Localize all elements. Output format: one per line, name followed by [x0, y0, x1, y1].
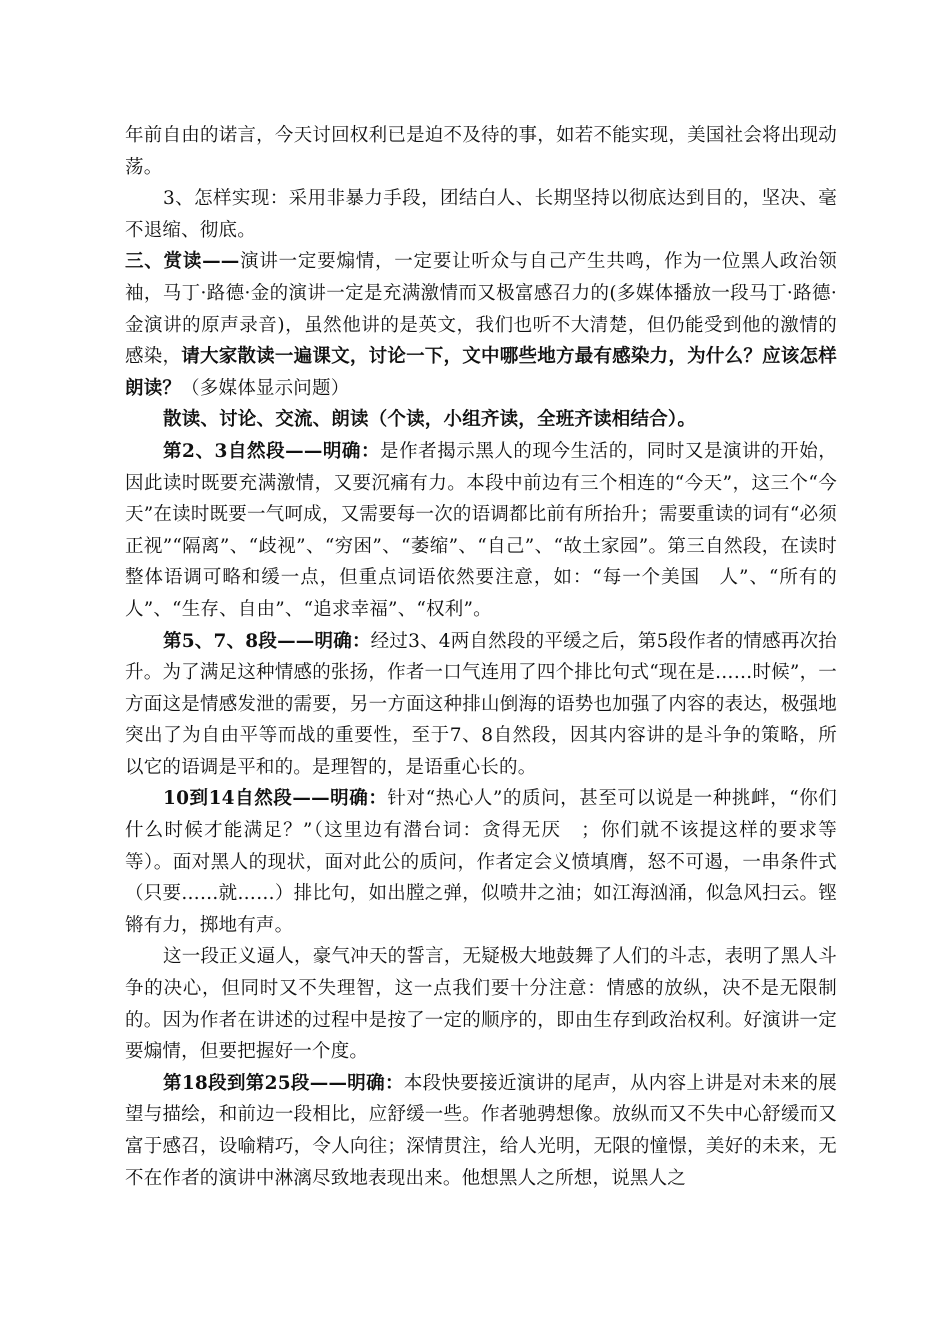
paragraph-text: 这一段正义逼人，豪气冲天的誓言，无疑极大地鼓舞了人们的斗志，表明了黑人斗争的决心，但同时又不失理智，这一点我们要十分注意：情感的放纵，决不是无限制的。因为作者在讲述的过程中是按了一定的顺序的，即由生存到政治权利。好演讲一定要煽情，但要把握好一个度。 — [125, 946, 837, 1063]
bold-lead: 第5、7、8段——明确： — [163, 630, 371, 652]
paragraph-3 — [125, 246, 837, 404]
paragraph-text: 演讲一定要煽情，一定要让听众与自己产生共鸣，作为一位黑人政治领袖，马丁·路德·金的演讲一定是充满激情而又极富感召力的(多媒体播放一段马丁·路德·金演讲的原声录音)，虽然他讲的是英文，我们也听不大清楚，但仍能受到他的激情的感染， — [125, 251, 838, 368]
bold-lead: 10到14自然段——明确： — [163, 788, 388, 810]
paragraph-8 — [125, 941, 837, 1067]
paragraph-text: 本段快要接近演讲的尾声，从内容上讲是对未来的展望与描绘，和前边一段相比，应舒缓一些。作者驰骋想像。放纵而又不失中心舒缓而又富于感召，设喻精巧，令人向往；深情贯注，给人光明，无限的憧憬，美好的未来，无不在作者的演讲中淋漓尽致地表现出来。他想黑人之所想，说黑人之 — [125, 1072, 837, 1189]
document-body — [125, 120, 837, 1194]
bold-instruction: 散读、讨论、交流、朗读（个读，小组齐读，全班齐读相结合）。 — [163, 409, 697, 431]
paragraph-text: 年前自由的诺言，今天讨回权利已是迫不及待的事，如若不能实现，美国社会将出现动荡。 — [125, 125, 837, 178]
paragraph-6 — [125, 626, 837, 784]
paragraph-1 — [125, 120, 837, 183]
paragraph-7 — [125, 783, 837, 941]
paragraph-text: 经过3、4两自然段的平缓之后，第5段作者的情感再次抬升。为了满足这种情感的张扬，作者一口气连用了四个排比句式“现在是……时候”，一方面这是情感发泄的需要，另一方面这种排山倒海的语势也加强了内容的表达，极强地突出了为自由平等而战的重要性，至于7、8自然段，因其内容讲的是斗争的策略，所以它的语调是平和的。是理智的，是语重心长的。 — [125, 630, 837, 778]
bold-instruction: 请大家散读一遍课文，讨论一下，文中哪些地方最有感染力，为什么？应该怎样朗读？ — [125, 346, 837, 399]
paragraph-text: 针对“热心人”的质问，甚至可以说是一种挑衅，“你们什么时候才能满足？”（这里边有潜台词：贪得无厌 ；你们就不该提这样的要求等等）。面对黑人的现状，面对此公的质问，作者定会义愤填膺，怒不可遏，一串条件式（只要……就……）排比句，如出膛之弹，似喷井之油；如江海汹涌，似急风扫云。铿锵有力，掷地有声。 — [125, 788, 837, 936]
paragraph-2 — [125, 183, 837, 246]
bold-lead: 第18段到第25段——明确： — [163, 1072, 404, 1094]
paragraph-text: 是作者揭示黑人的现今生活的，同时又是演讲的开始，因此读时既要充满激情，又要沉痛有力。本段中前边有三个相连的“今天”，这三个“今天”在读时既要一气呵成，又需要每一次的语调都比前有所抬升；需要重读的词有“必须正视”“隔离”、“歧视”、“穷困”、“萎缩”、“自己”、“故土家园”。第三自然段，在读时整体语调可略和缓一点，但重点词语依然要注意，如：“每一个美国 人”、“所有的人”、“生存、自由”、“追求幸福”、“权利”。 — [125, 440, 838, 620]
paragraph-text: （多媒体显示问题） — [181, 377, 350, 399]
paragraph-9 — [125, 1068, 837, 1194]
paragraph-5 — [125, 436, 837, 626]
bold-lead: 第2、3自然段——明确： — [163, 440, 381, 462]
section-heading: 三、赏读—— — [125, 251, 240, 273]
paragraph-text: 3、怎样实现：采用非暴力手段，团结白人、长期坚持以彻底达到目的，坚决、毫不退缩、彻底。 — [125, 188, 837, 241]
paragraph-4 — [125, 404, 837, 436]
